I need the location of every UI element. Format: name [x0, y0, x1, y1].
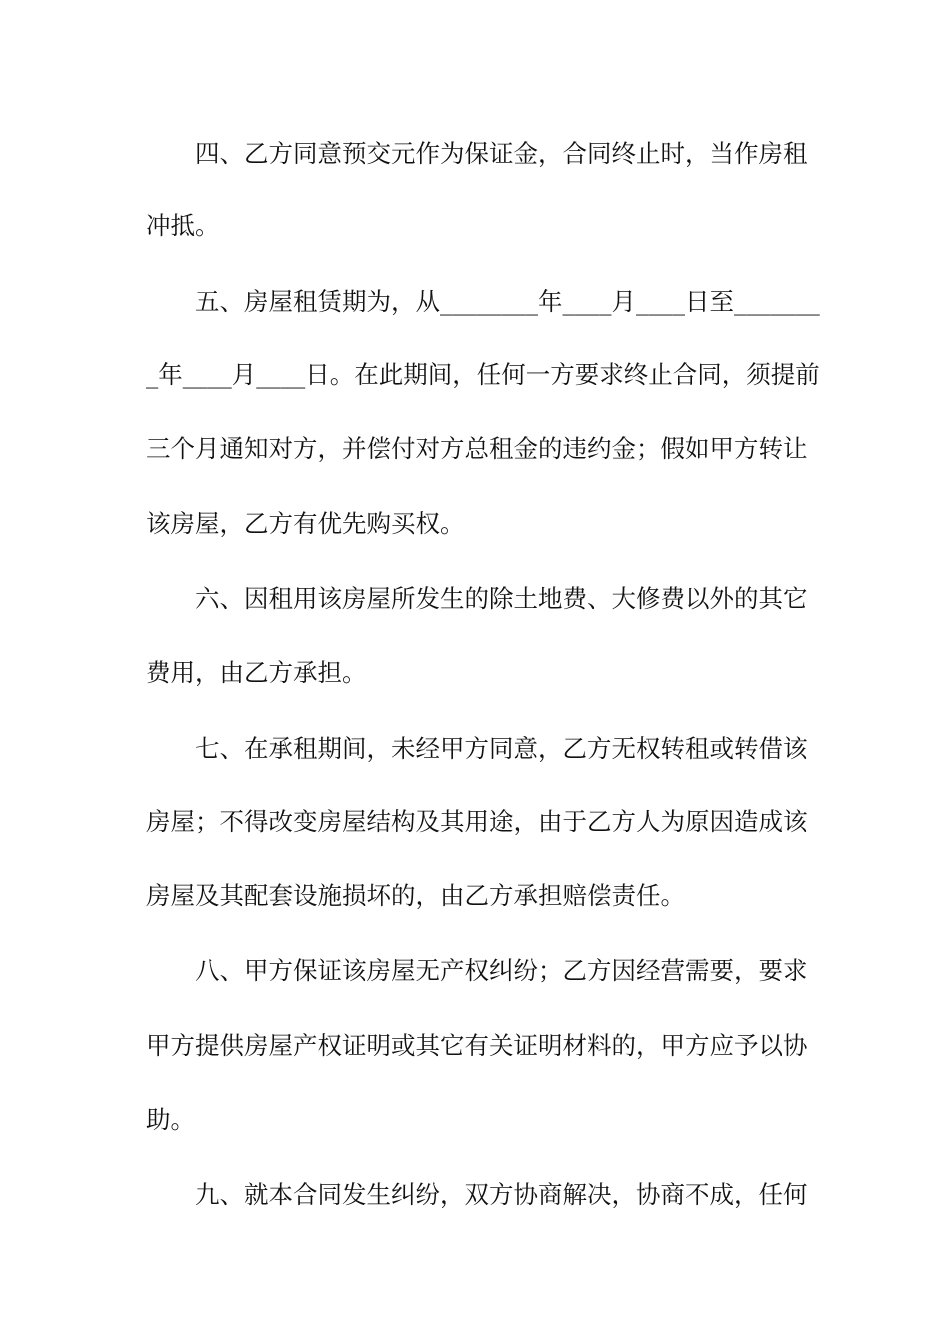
clause-7-line-3: 房屋及其配套设施损坏的，由乙方承担赔偿责任。 — [146, 881, 685, 910]
clause-4-line-2: 冲抵。 — [146, 211, 220, 240]
clause-8-line-2: 甲方提供房屋产权证明或其它有关证明材料的，甲方应予以协 — [146, 1031, 808, 1060]
clause-9-line-1: 九、就本合同发生纠纷，双方协商解决，协商不成，任何 — [195, 1180, 808, 1209]
clause-6-line-1: 六、因租用该房屋所发生的除土地费、大修费以外的其它 — [195, 584, 808, 613]
clause-5-line-3: 三个月通知对方，并偿付对方总租金的违约金；假如甲方转让 — [146, 434, 808, 463]
clause-5-line-4: 该房屋，乙方有优先购买权。 — [146, 509, 465, 538]
clause-7-line-1: 七、在承租期间，未经甲方同意，乙方无权转租或转借该 — [195, 734, 808, 763]
clause-6-line-2: 费用，由乙方承担。 — [146, 658, 367, 687]
clause-7-line-2: 房屋；不得改变房屋结构及其用途，由于乙方人为原因造成该 — [146, 807, 808, 836]
clause-5-line-2: _年____月____日。在此期间，任何一方要求终止合同，须提前 — [146, 360, 820, 389]
clause-5-line-1: 五、房屋租赁期为，从________年____月____日至_______ — [195, 287, 820, 316]
clause-4-line-1: 四、乙方同意预交元作为保证金，合同终止时，当作房租 — [195, 139, 808, 168]
clause-8-line-1: 八、甲方保证该房屋无产权纠纷；乙方因经营需要，要求 — [195, 956, 808, 985]
clause-8-line-3: 助。 — [146, 1105, 195, 1134]
